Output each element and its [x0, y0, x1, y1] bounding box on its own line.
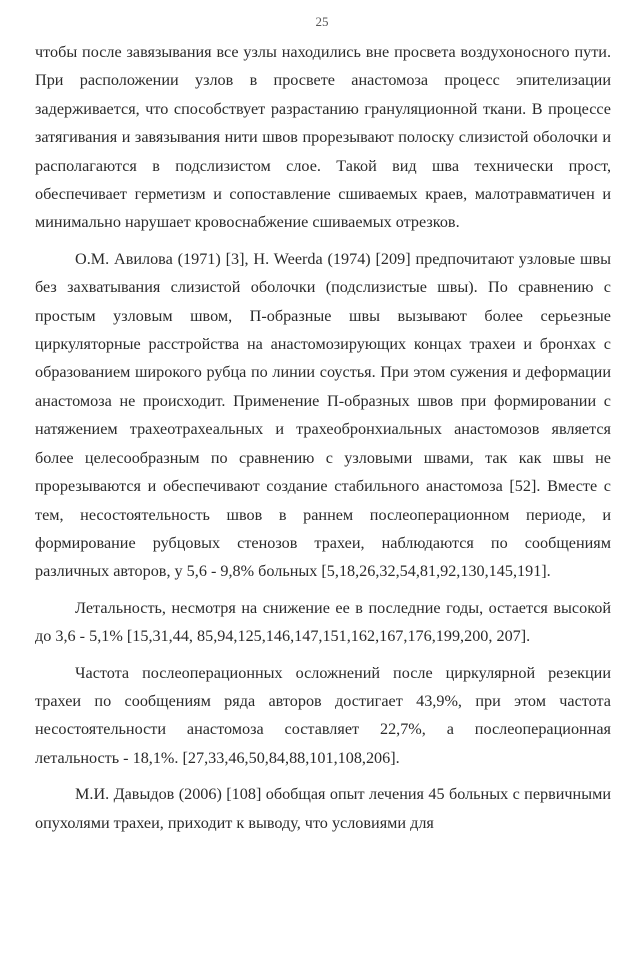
paragraph-4: Частота послеоперационных осложнений после циркулярной резекции трахеи по сообщениям ряда авторов достигает 43,9%, при этом частота несостоятельности анастомоза составляет 22,7%, а послеоперационная летальность - 18,1%. [27,33,46,50,84,88,101,108,206]. [35, 663, 611, 767]
paragraph-1: чтобы после завязывания все узлы находились вне просвета воздухоносного пути. При расположении узлов в просвете анастомоза процесс эпителизации задерживается, что способствует разрастанию грануляционной ткани. В процессе затягивания и завязывания нити швов прорезывают полоску слизистой оболочки и располагаются в подслизистом слое. Такой вид шва технически прост, обеспечивает герметизм и сопоставление сшиваемых краев, малотравматичен и минимально нарушает кровоснабжение сшиваемых отрезков. [35, 43, 611, 232]
body-text [35, 38, 611, 845]
paragraph-3: Летальность, несмотря на снижение ее в последние годы, остается высокой до 3,6 - 5,1% [15,31,44, 85,94,125,146,147,151,162,167,176,199,200, 207]. [35, 598, 611, 646]
paragraph-5: М.И. Давыдов (2006) [108] обобщая опыт лечения 45 больных с первичными опухолями трахеи, приходит к выводу, что условиями для [35, 785, 611, 832]
paragraph-2: О.М. Авилова (1971) [3], H. Weerda (1974) [209] предпочитают узловые швы без захватывания слизистой оболочки (подслизистые швы). По сравнению с простым узловым швом, П-образные швы вызывают более серьезные циркуляторные расстройства на анастомозирующих концах трахеи и бронхах с образованием широкого рубца по линии соустья. При этом сужения и деформации анастомоза не происходит. Применение П-образных швов при формировании с натяжением трахеотрахеальных и трахеобронхиальных анастомозов является более целесообразным по сравнению с узловыми швами, так как швы не прорезываются и обеспечивают создание стабильного анастомоза [52]. Вместе с тем, несостоятельность швов в раннем послеоперационном периоде, и формирование рубцовых стенозов трахеи, наблюдаются по сообщениям различных авторов, у 5,6 - 9,8% больных [5,18,26,32,54,81,92,130,145,191]. [35, 249, 611, 581]
page-number: 25 [315, 14, 329, 29]
